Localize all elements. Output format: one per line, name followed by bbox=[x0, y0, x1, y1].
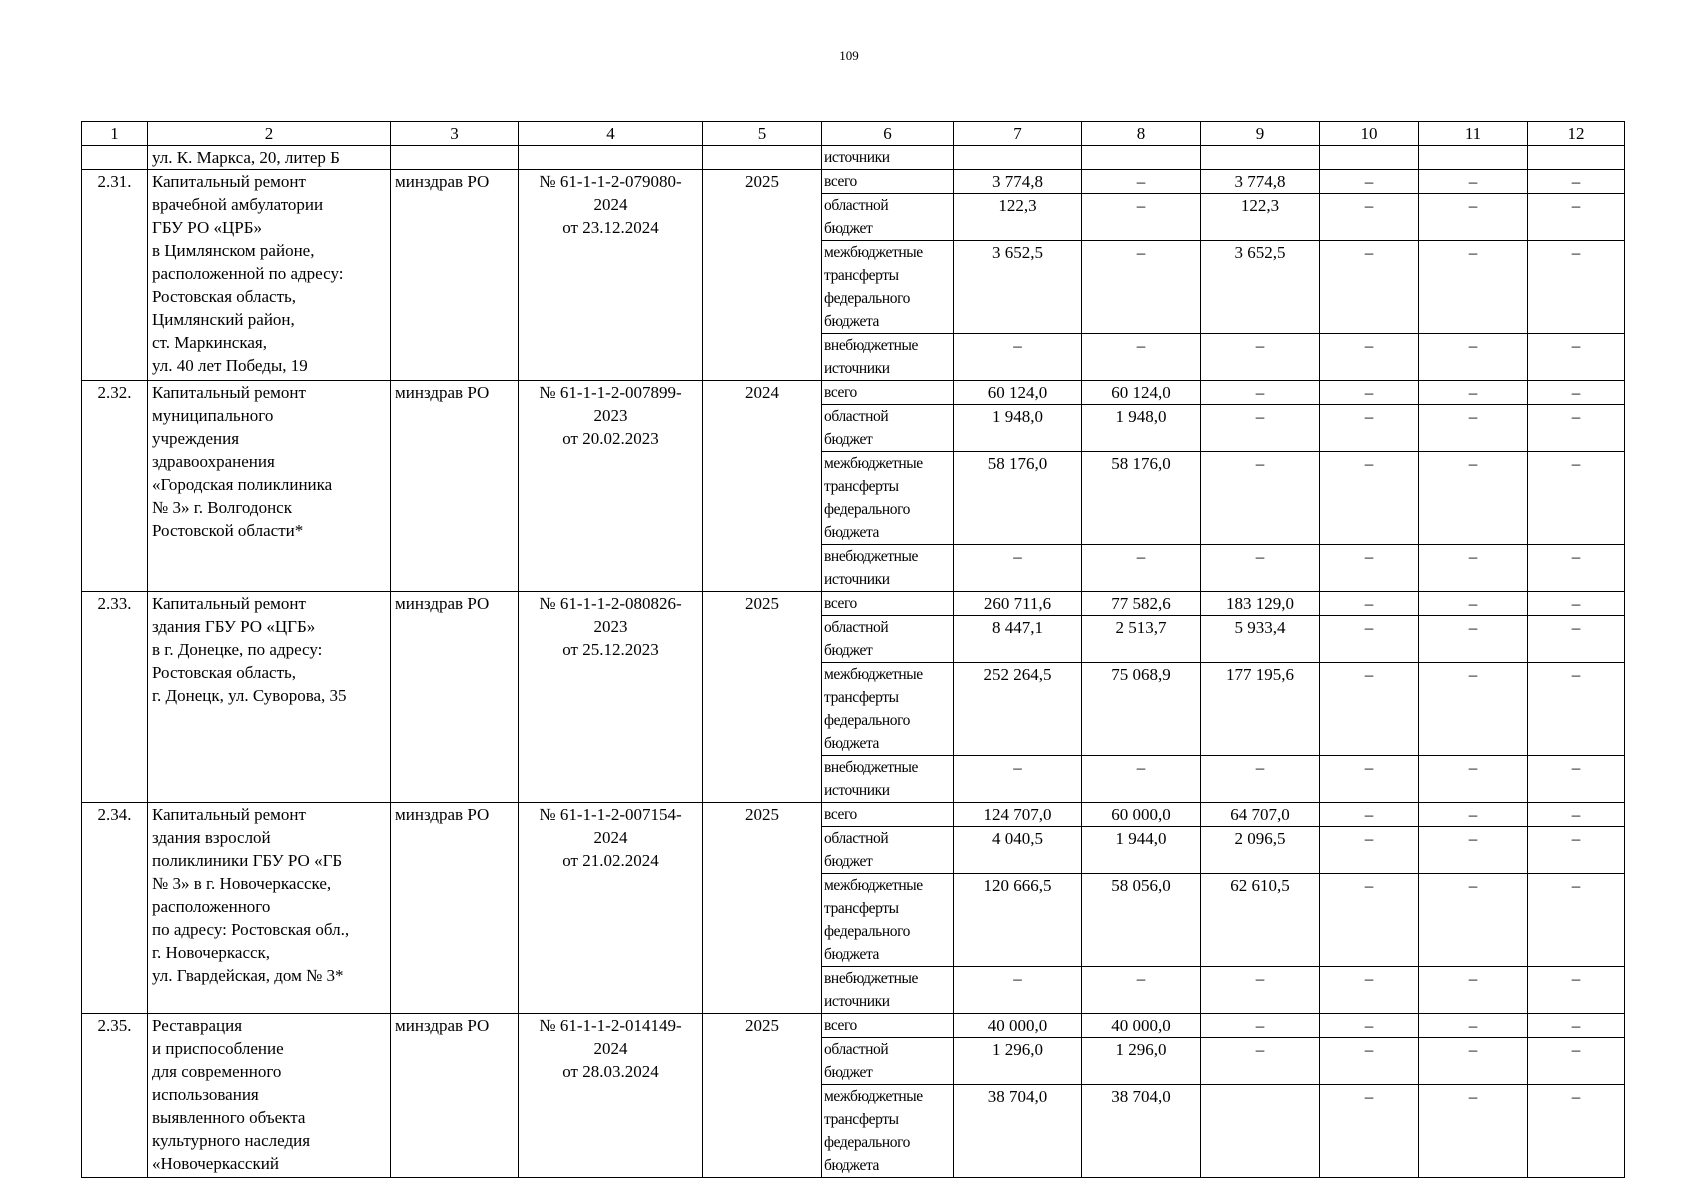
amount-cell: 3 774,8 bbox=[1201, 170, 1320, 194]
carryover-cell bbox=[1528, 146, 1625, 170]
entry-number: 2.32. bbox=[82, 381, 148, 592]
amount-cell: – bbox=[1528, 827, 1625, 874]
entry-name: Капитальный ремонт муниципального учреждения здравоохранения «Городская поликлиника № 3» г. Волгодонск Ростовской области* bbox=[148, 381, 391, 592]
amount-cell: – bbox=[1320, 756, 1419, 803]
entry-name: Реставрация и приспособление для современного использования выявленного объекта культурного наследия «Новочеркасский bbox=[148, 1014, 391, 1178]
entry-number: 2.31. bbox=[82, 170, 148, 381]
amount-cell: – bbox=[954, 545, 1082, 592]
amount-cell: – bbox=[1082, 756, 1201, 803]
funding-source: межбюджетные трансферты федерального бюджета bbox=[822, 874, 954, 967]
amount-cell: – bbox=[1201, 1038, 1320, 1085]
amount-cell: – bbox=[1419, 1085, 1528, 1178]
amount-cell: 4 040,5 bbox=[954, 827, 1082, 874]
amount-cell: 177 195,6 bbox=[1201, 663, 1320, 756]
amount-cell: 260 711,6 bbox=[954, 592, 1082, 616]
column-number-cell: 8 bbox=[1082, 122, 1201, 146]
entry-document: № 61-1-1-2-007899- 2023 от 20.02.2023 bbox=[519, 381, 703, 592]
funding-source: областной бюджет bbox=[822, 194, 954, 241]
entry-organization: минздрав РО bbox=[391, 1014, 519, 1178]
amount-cell: – bbox=[1528, 592, 1625, 616]
amount-cell: – bbox=[1082, 334, 1201, 381]
entry-year: 2025 bbox=[703, 803, 822, 1014]
amount-cell: 60 124,0 bbox=[954, 381, 1082, 405]
amount-cell: – bbox=[1419, 194, 1528, 241]
amount-cell: 5 933,4 bbox=[1201, 616, 1320, 663]
amount-cell: 58 176,0 bbox=[1082, 452, 1201, 545]
entry-row bbox=[82, 803, 1625, 827]
amount-cell: – bbox=[1528, 334, 1625, 381]
amount-cell: – bbox=[1320, 170, 1419, 194]
funding-source: областной бюджет bbox=[822, 616, 954, 663]
carryover-cell bbox=[1201, 146, 1320, 170]
entry-document: № 61-1-1-2-080826- 2023 от 25.12.2023 bbox=[519, 592, 703, 803]
entry-organization: минздрав РО bbox=[391, 592, 519, 803]
amount-cell: – bbox=[1082, 194, 1201, 241]
entry-name: Капитальный ремонт здания взрослой поликлиники ГБУ РО «ГБ № 3» в г. Новочеркасске, расположенного по адресу: Ростовская обл., г. Новочеркасск, ул. Гвардейская, дом № 3* bbox=[148, 803, 391, 1014]
amount-cell: – bbox=[1419, 1038, 1528, 1085]
budget-table bbox=[81, 121, 1625, 1178]
column-number-cell: 1 bbox=[82, 122, 148, 146]
entry-year: 2025 bbox=[703, 1014, 822, 1178]
amount-cell: – bbox=[1320, 663, 1419, 756]
amount-cell: – bbox=[1201, 334, 1320, 381]
amount-cell: – bbox=[1201, 967, 1320, 1014]
entry-name: Капитальный ремонт врачебной амбулатории ГБУ РО «ЦРБ» в Цимлянском районе, расположенной по адресу: Ростовская область, Цимлянский район, ст. Маркинская, ул. 40 лет Победы, 19 bbox=[148, 170, 391, 381]
amount-cell: 3 652,5 bbox=[1201, 241, 1320, 334]
amount-cell: – bbox=[1419, 827, 1528, 874]
amount-cell: – bbox=[1419, 663, 1528, 756]
funding-source: всего bbox=[822, 803, 954, 827]
entry-document: № 61-1-1-2-007154- 2024 от 21.02.2024 bbox=[519, 803, 703, 1014]
funding-source: межбюджетные трансферты федерального бюджета bbox=[822, 241, 954, 334]
amount-cell: – bbox=[1320, 381, 1419, 405]
amount-cell: – bbox=[1320, 241, 1419, 334]
amount-cell: – bbox=[1320, 1038, 1419, 1085]
entry-organization: минздрав РО bbox=[391, 381, 519, 592]
amount-cell: – bbox=[1528, 616, 1625, 663]
amount-cell: 64 707,0 bbox=[1201, 803, 1320, 827]
column-number-cell: 7 bbox=[954, 122, 1082, 146]
entry-year: 2025 bbox=[703, 170, 822, 381]
amount-cell: – bbox=[1528, 241, 1625, 334]
amount-cell: – bbox=[1419, 452, 1528, 545]
amount-cell: – bbox=[1320, 616, 1419, 663]
amount-cell: 124 707,0 bbox=[954, 803, 1082, 827]
carryover-cell bbox=[954, 146, 1082, 170]
amount-cell: – bbox=[1528, 874, 1625, 967]
amount-cell: 38 704,0 bbox=[954, 1085, 1082, 1178]
funding-source: всего bbox=[822, 381, 954, 405]
amount-cell: 1 296,0 bbox=[954, 1038, 1082, 1085]
column-number-cell: 10 bbox=[1320, 122, 1419, 146]
funding-source: межбюджетные трансферты федерального бюджета bbox=[822, 1085, 954, 1178]
carryover-row bbox=[82, 146, 1625, 170]
carryover-cell bbox=[1082, 146, 1201, 170]
column-number-cell: 12 bbox=[1528, 122, 1625, 146]
carryover-cell bbox=[1320, 146, 1419, 170]
amount-cell: – bbox=[1419, 967, 1528, 1014]
amount-cell: – bbox=[1082, 545, 1201, 592]
column-number-cell: 5 bbox=[703, 122, 822, 146]
amount-cell: – bbox=[1320, 334, 1419, 381]
page-number: 109 bbox=[839, 48, 859, 63]
amount-cell: – bbox=[1528, 756, 1625, 803]
amount-cell: 38 704,0 bbox=[1082, 1085, 1201, 1178]
amount-cell: – bbox=[1419, 381, 1528, 405]
amount-cell: – bbox=[1320, 194, 1419, 241]
amount-cell: – bbox=[1320, 1085, 1419, 1178]
carryover-address: ул. К. Маркса, 20, литер Б bbox=[148, 146, 391, 170]
funding-source: всего bbox=[822, 592, 954, 616]
entry-row bbox=[82, 381, 1625, 405]
amount-cell: – bbox=[1419, 592, 1528, 616]
amount-cell: 1 296,0 bbox=[1082, 1038, 1201, 1085]
funding-source: межбюджетные трансферты федерального бюджета bbox=[822, 452, 954, 545]
amount-cell: 3 652,5 bbox=[954, 241, 1082, 334]
funding-source: всего bbox=[822, 170, 954, 194]
column-number-row bbox=[82, 122, 1625, 146]
funding-source: областной бюджет bbox=[822, 1038, 954, 1085]
carryover-cell bbox=[1419, 146, 1528, 170]
amount-cell: 2 096,5 bbox=[1201, 827, 1320, 874]
amount-cell: 183 129,0 bbox=[1201, 592, 1320, 616]
column-number-cell: 6 bbox=[822, 122, 954, 146]
carryover-cell bbox=[391, 146, 519, 170]
funding-source: внебюджетные источники bbox=[822, 334, 954, 381]
entry-year: 2024 bbox=[703, 381, 822, 592]
amount-cell: 1 948,0 bbox=[1082, 405, 1201, 452]
amount-cell: – bbox=[1419, 405, 1528, 452]
amount-cell: 8 447,1 bbox=[954, 616, 1082, 663]
amount-cell: – bbox=[1419, 874, 1528, 967]
amount-cell: 252 264,5 bbox=[954, 663, 1082, 756]
amount-cell: 58 176,0 bbox=[954, 452, 1082, 545]
entry-row bbox=[82, 1014, 1625, 1038]
entry-organization: минздрав РО bbox=[391, 170, 519, 381]
amount-cell: 40 000,0 bbox=[954, 1014, 1082, 1038]
column-number-cell: 11 bbox=[1419, 122, 1528, 146]
entry-number: 2.33. bbox=[82, 592, 148, 803]
amount-cell: – bbox=[1320, 1014, 1419, 1038]
amount-cell: – bbox=[1320, 545, 1419, 592]
amount-cell: – bbox=[1528, 545, 1625, 592]
amount-cell: – bbox=[1320, 452, 1419, 545]
funding-source: внебюджетные источники bbox=[822, 756, 954, 803]
amount-cell: – bbox=[1201, 756, 1320, 803]
entry-document: № 61-1-1-2-079080- 2024 от 23.12.2024 bbox=[519, 170, 703, 381]
amount-cell: – bbox=[1201, 545, 1320, 592]
amount-cell: – bbox=[1419, 616, 1528, 663]
column-number-cell: 9 bbox=[1201, 122, 1320, 146]
carryover-cell bbox=[82, 146, 148, 170]
amount-cell: – bbox=[1201, 405, 1320, 452]
amount-cell: – bbox=[1528, 452, 1625, 545]
amount-cell: – bbox=[1320, 827, 1419, 874]
entry-row bbox=[82, 170, 1625, 194]
amount-cell: – bbox=[1320, 967, 1419, 1014]
amount-cell: – bbox=[954, 334, 1082, 381]
entry-year: 2025 bbox=[703, 592, 822, 803]
funding-source: всего bbox=[822, 1014, 954, 1038]
amount-cell: – bbox=[1528, 1085, 1625, 1178]
amount-cell: – bbox=[1528, 803, 1625, 827]
amount-cell: 75 068,9 bbox=[1082, 663, 1201, 756]
entry-row bbox=[82, 592, 1625, 616]
amount-cell: – bbox=[1419, 803, 1528, 827]
amount-cell: – bbox=[1320, 874, 1419, 967]
amount-cell bbox=[1201, 1085, 1320, 1178]
amount-cell: 122,3 bbox=[954, 194, 1082, 241]
funding-source: внебюджетные источники bbox=[822, 545, 954, 592]
amount-cell: – bbox=[1528, 663, 1625, 756]
carryover-cell bbox=[519, 146, 703, 170]
entry-name: Капитальный ремонт здания ГБУ РО «ЦГБ» в г. Донецке, по адресу: Ростовская область, г. Донецк, ул. Суворова, 35 bbox=[148, 592, 391, 803]
amount-cell: 40 000,0 bbox=[1082, 1014, 1201, 1038]
amount-cell: 58 056,0 bbox=[1082, 874, 1201, 967]
amount-cell: – bbox=[1419, 1014, 1528, 1038]
amount-cell: – bbox=[1528, 170, 1625, 194]
amount-cell: 62 610,5 bbox=[1201, 874, 1320, 967]
amount-cell: – bbox=[1082, 967, 1201, 1014]
amount-cell: – bbox=[1082, 170, 1201, 194]
amount-cell: – bbox=[1528, 405, 1625, 452]
amount-cell: – bbox=[1082, 241, 1201, 334]
entry-number: 2.35. bbox=[82, 1014, 148, 1178]
amount-cell: 60 000,0 bbox=[1082, 803, 1201, 827]
amount-cell: – bbox=[1320, 803, 1419, 827]
amount-cell: – bbox=[1528, 194, 1625, 241]
amount-cell: – bbox=[1419, 756, 1528, 803]
amount-cell: – bbox=[1419, 170, 1528, 194]
funding-source: областной бюджет bbox=[822, 405, 954, 452]
amount-cell: 1 948,0 bbox=[954, 405, 1082, 452]
amount-cell: 77 582,6 bbox=[1082, 592, 1201, 616]
amount-cell: – bbox=[1201, 452, 1320, 545]
amount-cell: – bbox=[954, 756, 1082, 803]
amount-cell: – bbox=[1528, 1014, 1625, 1038]
amount-cell: – bbox=[1320, 592, 1419, 616]
amount-cell: 1 944,0 bbox=[1082, 827, 1201, 874]
column-number-cell: 4 bbox=[519, 122, 703, 146]
amount-cell: – bbox=[1419, 545, 1528, 592]
amount-cell: 122,3 bbox=[1201, 194, 1320, 241]
entry-organization: минздрав РО bbox=[391, 803, 519, 1014]
funding-source: межбюджетные трансферты федерального бюджета bbox=[822, 663, 954, 756]
amount-cell: – bbox=[1528, 1038, 1625, 1085]
carryover-cell bbox=[703, 146, 822, 170]
amount-cell: – bbox=[954, 967, 1082, 1014]
amount-cell: – bbox=[1201, 381, 1320, 405]
funding-source: областной бюджет bbox=[822, 827, 954, 874]
column-number-cell: 3 bbox=[391, 122, 519, 146]
column-number-cell: 2 bbox=[148, 122, 391, 146]
amount-cell: – bbox=[1201, 1014, 1320, 1038]
carryover-source: источники bbox=[822, 146, 954, 170]
amount-cell: 3 774,8 bbox=[954, 170, 1082, 194]
amount-cell: – bbox=[1320, 405, 1419, 452]
amount-cell: 60 124,0 bbox=[1082, 381, 1201, 405]
amount-cell: 2 513,7 bbox=[1082, 616, 1201, 663]
amount-cell: – bbox=[1528, 967, 1625, 1014]
amount-cell: – bbox=[1419, 241, 1528, 334]
amount-cell: 120 666,5 bbox=[954, 874, 1082, 967]
entry-number: 2.34. bbox=[82, 803, 148, 1014]
amount-cell: – bbox=[1528, 381, 1625, 405]
entry-document: № 61-1-1-2-014149- 2024 от 28.03.2024 bbox=[519, 1014, 703, 1178]
funding-source: внебюджетные источники bbox=[822, 967, 954, 1014]
amount-cell: – bbox=[1419, 334, 1528, 381]
